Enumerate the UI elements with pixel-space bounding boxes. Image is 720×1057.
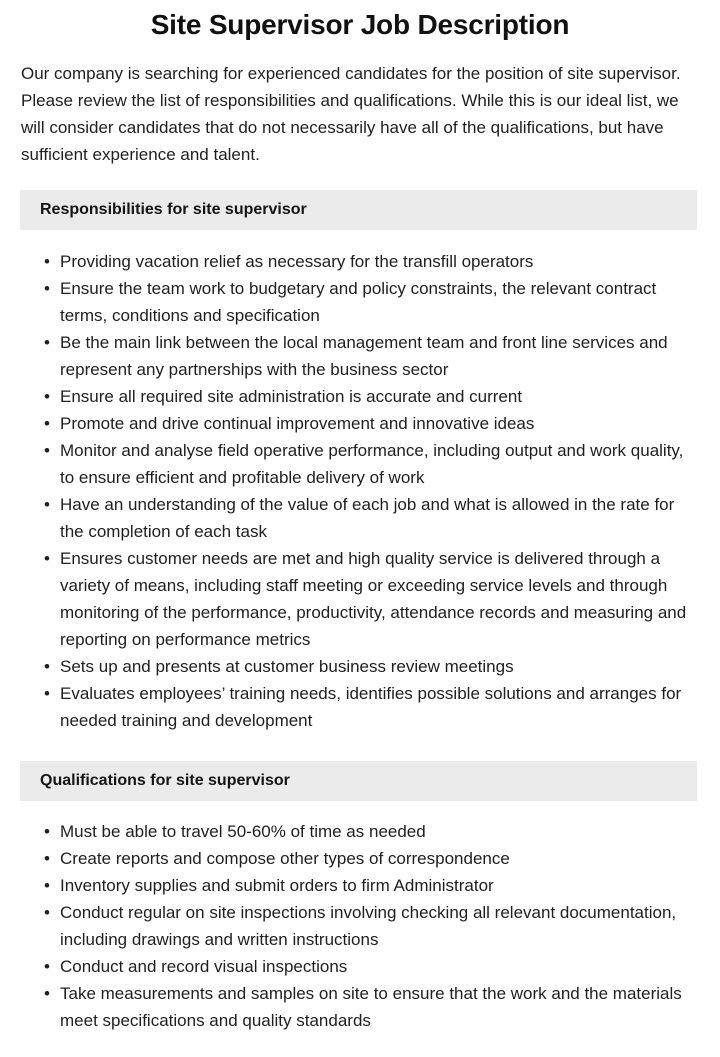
list-item: • Monitor and analyse field operative performance, including output and work quality, to ensure efficient and profitable delivery of work bbox=[44, 437, 697, 491]
list-item: • Sets up and presents at customer business review meetings bbox=[44, 653, 697, 680]
section-qualifications bbox=[0, 761, 720, 1034]
list-item: • Be the main link between the local management team and front line services and represent any partnerships with the business sector bbox=[44, 329, 697, 383]
section-heading-responsibilities: Responsibilities for site supervisor bbox=[40, 201, 307, 218]
list-item: • Ensure all required site administration is accurate and current bbox=[44, 383, 697, 410]
list-item: • Must be able to travel 50-60% of time as needed bbox=[44, 818, 697, 845]
list-item: • Providing vacation relief as necessary for the transfill operators bbox=[44, 248, 697, 275]
list-item: • Have an understanding of the value of each job and what is allowed in the rate for the completion of each task bbox=[44, 491, 697, 545]
list-item: • Conduct regular on site inspections involving checking all relevant documentation, including drawings and written instructions bbox=[44, 899, 697, 953]
intro-paragraph: Our company is searching for experienced candidates for the position of site supervisor. Please review the list of responsibilities and qualifications. While this is our ideal list, we will consider candidates that do not necessarily have all of the qualifications, but have sufficient experience and talent. bbox=[21, 64, 681, 164]
list-item: • Conduct and record visual inspections bbox=[44, 953, 697, 980]
list-item: • Promote and drive continual improvement and innovative ideas bbox=[44, 410, 697, 437]
section-header-band-qualifications bbox=[20, 761, 697, 801]
list-item: • Take measurements and samples on site to ensure that the work and the materials meet specifications and quality standards bbox=[44, 980, 697, 1034]
section-heading-qualifications: Qualifications for site supervisor bbox=[40, 772, 290, 789]
qualifications-list bbox=[0, 801, 720, 1034]
list-item: • Inventory supplies and submit orders to firm Administrator bbox=[44, 872, 697, 899]
list-item: • Create reports and compose other types of correspondence bbox=[44, 845, 697, 872]
section-header-band-responsibilities bbox=[20, 190, 697, 230]
page-title: Site Supervisor Job Description bbox=[150, 9, 570, 40]
list-item: • Ensures customer needs are met and high quality service is delivered through a variety of means, including staff meeting or exceeding service levels and through monitoring of the performance, productivity, attendance records and measuring and reporting on performance metrics bbox=[44, 545, 697, 653]
list-item: • Evaluates employees’ training needs, identifies possible solutions and arranges for needed training and development bbox=[44, 680, 697, 734]
list-item: • Ensure the team work to budgetary and policy constraints, the relevant contract terms, conditions and specification bbox=[44, 275, 697, 329]
section-responsibilities bbox=[0, 190, 720, 734]
responsibilities-list bbox=[0, 230, 720, 734]
